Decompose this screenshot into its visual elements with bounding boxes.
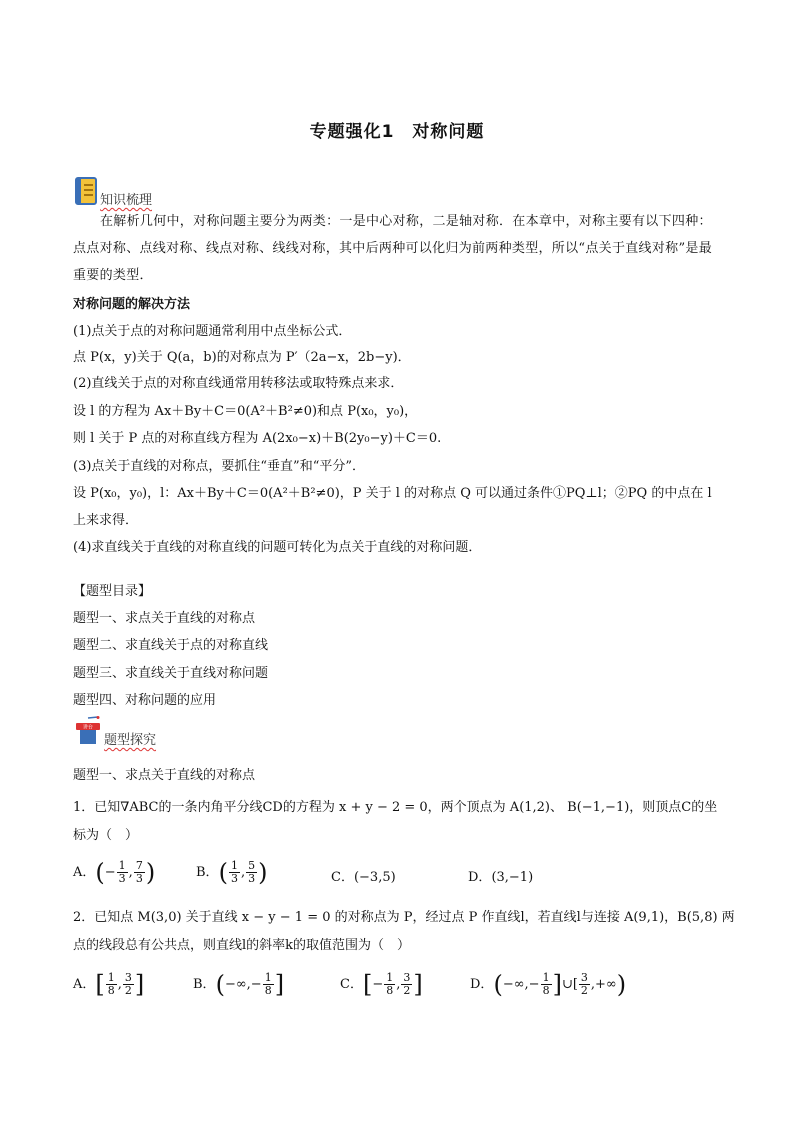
q2-option-a[interactable]: A．[ $\frac{1}{8}$ , $\frac{3}{2}$ ] (73, 970, 145, 999)
page-title: 专题强化1 对称问题 (309, 122, 485, 142)
method-line: (1)点关于点的对称问题通常利用中点坐标公式． (73, 324, 352, 339)
section-label: 题型探究 (104, 733, 157, 748)
section-label: 知识梳理 (100, 193, 153, 208)
intro-paragraph: 在解析几何中，对称问题主要分为两类：一是中心对称，二是轴对称．在本章中，对称主要有以下四种：点点对称、点线对称、线点对称、线线对称，其中后两种可以化归为前两种类型，所以“点关于直线对称”是最重要的类型． (73, 214, 712, 283)
q1-option-d[interactable]: D．(3,−1) (468, 870, 534, 885)
type1-title: 题型一、求点关于直线的对称点 (73, 768, 256, 783)
method-line: (4)求直线关于直线的对称直线的问题可转化为点关于直线的对称问题． (73, 540, 482, 555)
methods-title: 对称问题的解决方法 (73, 297, 191, 312)
q2-option-d[interactable]: D．(−∞,− $\frac{1}{8}$ ]∪[ $\frac{3}{2}$ ,+∞) (470, 970, 627, 999)
catalog-item: 题型二、求直线关于点的对称直线 (73, 638, 269, 653)
q1-stem-line2: 标为（ ） (73, 828, 139, 843)
method-line: 点 P(x，y)关于 Q(a，b)的对称点为 P′（2a−x，2b−y)． (73, 350, 411, 365)
method-line: (3)点关于直线的对称点，要抓住“垂直”和“平分”． (73, 459, 365, 474)
method-line: 设 l 的方程为 Ax＋By＋C＝0(A²＋B²≠0)和点 P(x₀，y₀)， (73, 404, 418, 419)
podium-badge-text: 讲台 (82, 724, 94, 731)
method-line: (2)直线关于点的对称直线通常用转移法或取特殊点来求． (73, 376, 404, 391)
catalog-item: 题型一、求点关于直线的对称点 (73, 611, 256, 626)
q1-option-b[interactable]: B．( $\frac{1}{3}$ , $\frac{5}{3}$ ) (196, 858, 268, 887)
section-header-types (74, 716, 234, 750)
podium-icon (74, 716, 102, 746)
catalog-item: 题型四、对称问题的应用 (73, 693, 217, 708)
q2-option-b[interactable]: B．(−∞,− $\frac{1}{8}$ ] (193, 970, 285, 999)
q1-option-c[interactable]: C．(−3,5) (331, 870, 396, 885)
section-header-knowledge (74, 176, 234, 210)
method-line: 则 l 关于 P 点的对称直线方程为 A(2x₀−x)＋B(2y₀−y)＋C＝0. (73, 431, 442, 446)
method-line: 设 P(x₀，y₀)，l：Ax＋By＋C＝0(A²＋B²≠0)，P 关于 l 的对称点 Q 可以通过条件①PQ⊥l；②PQ 的中点在 l (73, 486, 712, 501)
catalog-item: 题型三、求直线关于直线对称问题 (73, 666, 269, 681)
q2-stem-line2: 点的线段总有公共点，则直线l的斜率k的取值范围为（ ） (73, 938, 411, 953)
method-line: 上来求得． (73, 513, 139, 528)
book-icon (74, 176, 100, 206)
catalog-title: 【题型目录】 (73, 584, 152, 599)
q2-stem-line1: 2．已知点 M(3,0) 关于直线 x − y − 1 = 0 的对称点为 P，经过点 P 作直线l，若直线l与连接 A(9,1)，B(5,8) 两 (73, 910, 735, 925)
q1-option-a[interactable]: A．(− $\frac{1}{3}$ , $\frac{7}{3}$ ) (73, 858, 156, 887)
q1-stem-line1: 1．已知∇ABC的一条内角平分线CD的方程为 x + y − 2 = 0，两个顶点为 A(1,2)、 B(−1,−1)，则顶点C的坐 (73, 800, 718, 815)
q2-option-c[interactable]: C．[− $\frac{1}{8}$ , $\frac{3}{2}$ ] (340, 970, 423, 999)
